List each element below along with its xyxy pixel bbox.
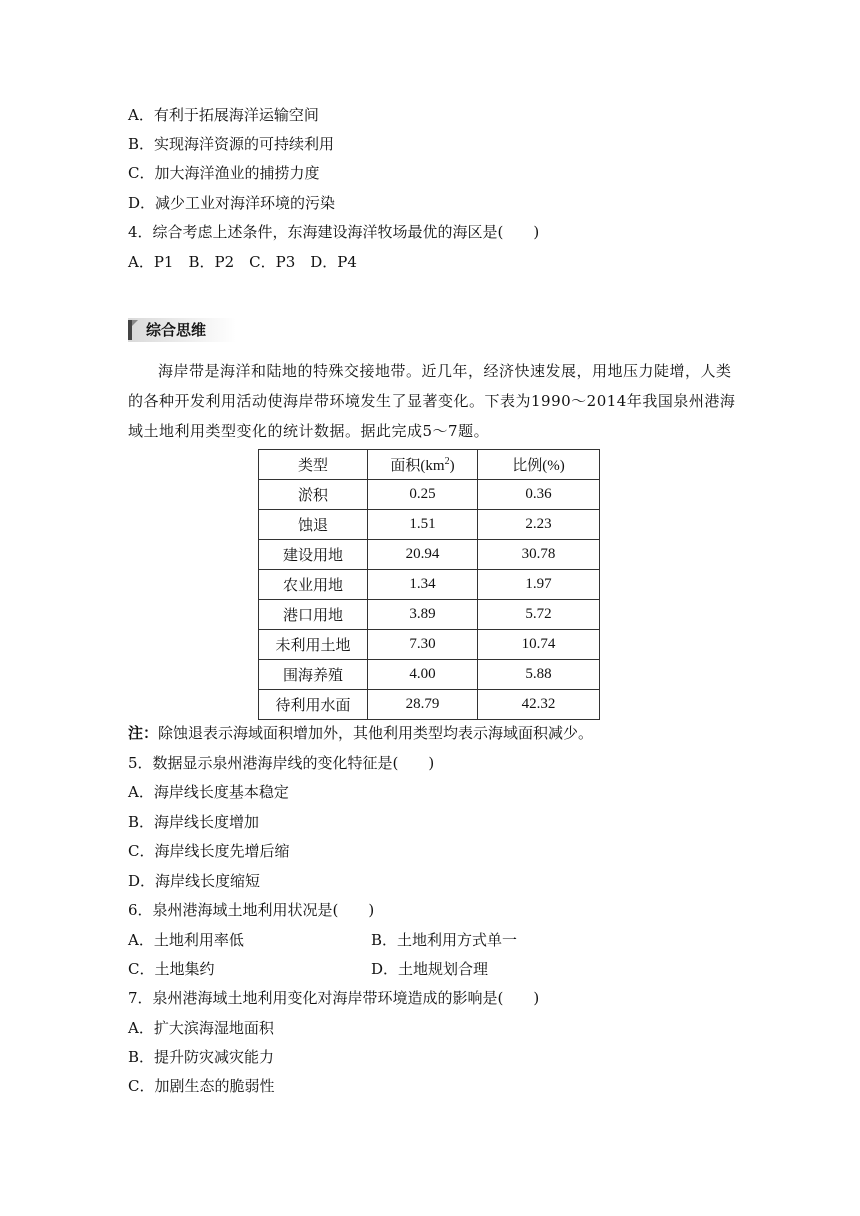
table-row xyxy=(259,540,600,570)
question-7-option-c: C．加剧生态的脆弱性 xyxy=(128,1077,275,1095)
header-ratio: 比例(%) xyxy=(478,450,600,480)
cell-type: 未利用土地 xyxy=(259,630,368,660)
cell-type: 农业用地 xyxy=(259,570,368,600)
question-6-option-c: C．土地集约 xyxy=(128,960,215,978)
section-header xyxy=(128,318,236,342)
question-6-option-d: D．土地规划合理 xyxy=(371,960,489,978)
question-5-stem: 5．数据显示泉州港海岸线的变化特征是( ) xyxy=(128,754,435,772)
cell-area: 28.79 xyxy=(368,690,478,720)
table-row xyxy=(259,660,600,690)
question-4-stem: 4．综合考虑上述条件，东海建设海洋牧场最优的海区是( ) xyxy=(128,223,540,241)
cell-ratio: 2.23 xyxy=(478,510,600,540)
question-5-option-b: B．海岸线长度增加 xyxy=(128,813,260,831)
cell-type: 蚀退 xyxy=(259,510,368,540)
cell-ratio: 1.97 xyxy=(478,570,600,600)
cell-type: 建设用地 xyxy=(259,540,368,570)
question-5-option-d: D．海岸线长度缩短 xyxy=(128,872,261,890)
table-header-row xyxy=(259,450,600,480)
cell-ratio: 42.32 xyxy=(478,690,600,720)
cell-type: 待利用水面 xyxy=(259,690,368,720)
option-b: B．实现海洋资源的可持续利用 xyxy=(128,135,335,153)
cell-area: 0.25 xyxy=(368,480,478,510)
option-d: D．减少工业对海洋环境的污染 xyxy=(128,194,336,212)
cell-ratio: 5.72 xyxy=(478,600,600,630)
cell-type: 淤积 xyxy=(259,480,368,510)
table-row xyxy=(259,690,600,720)
cell-area: 1.51 xyxy=(368,510,478,540)
table-row xyxy=(259,600,600,630)
cell-area: 3.89 xyxy=(368,600,478,630)
cell-area: 4.00 xyxy=(368,660,478,690)
table-row xyxy=(259,510,600,540)
cell-type: 围海养殖 xyxy=(259,660,368,690)
header-area: 面积$(km^2)$ xyxy=(368,450,478,480)
table-row xyxy=(259,480,600,510)
cell-type: 港口用地 xyxy=(259,600,368,630)
table-note xyxy=(128,723,593,743)
land-use-table xyxy=(258,449,600,720)
question-5-option-c: C．海岸线长度先增后缩 xyxy=(128,842,290,860)
table-row xyxy=(259,630,600,660)
question-7-option-a: A．扩大滨海湿地面积 xyxy=(128,1019,274,1037)
option-a: A．有利于拓展海洋运输空间 xyxy=(128,106,319,124)
cell-area: 20.94 xyxy=(368,540,478,570)
question-7-option-b: B．提升防灾减灾能力 xyxy=(128,1048,275,1066)
header-type: 类型 xyxy=(259,450,368,480)
note-text: 除蚀退表示海域面积增加外，其他利用类型均表示海域面积减少。 xyxy=(158,724,594,742)
intro-paragraph: 海岸带是海洋和陆地的特殊交接地带。近几年，经济快速发展，用地压力陡增，人类的各种开发利用活动使海岸带环境发生了显著变化。下表为1990～2014年我国泉州港海域土地利用类型变化的统计数据。据此完成5～7题。 xyxy=(128,362,736,440)
question-6-option-b: B．土地利用方式单一 xyxy=(371,931,518,949)
option-c: C．加大海洋渔业的捕捞力度 xyxy=(128,164,320,182)
section-fold-icon xyxy=(132,320,138,326)
cell-ratio: 0.36 xyxy=(478,480,600,510)
cell-area: 7.30 xyxy=(368,630,478,660)
table-row xyxy=(259,570,600,600)
question-5-option-a: A．海岸线长度基本稳定 xyxy=(128,783,289,801)
section-title: 综合思维 xyxy=(146,321,207,339)
cell-ratio: 10.74 xyxy=(478,630,600,660)
cell-area: 1.34 xyxy=(368,570,478,600)
cell-ratio: 30.78 xyxy=(478,540,600,570)
question-4-options: A．P1 B．P2 C．P3 D．P4 xyxy=(128,253,357,271)
note-label: 注： xyxy=(128,724,159,742)
question-6-stem: 6．泉州港海域土地利用状况是( ) xyxy=(128,901,375,919)
cell-ratio: 5.88 xyxy=(478,660,600,690)
question-6-option-a: A．土地利用率低 xyxy=(128,931,244,949)
question-7-stem: 7．泉州港海域土地利用变化对海岸带环境造成的影响是( ) xyxy=(128,989,540,1007)
